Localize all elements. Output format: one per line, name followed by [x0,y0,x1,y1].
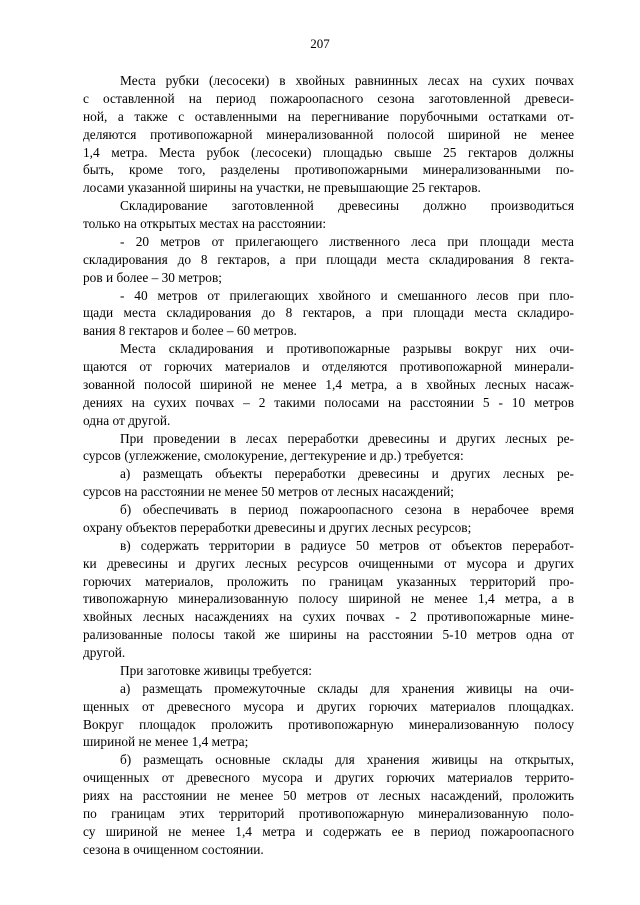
text-line: с оставленной на период пожароопасного сезона заготовленной древеси- [83,90,574,106]
text-line: только на открытых местах на расстоянии: [83,216,327,231]
text-line: в) содержать территории в радиусе 50 метров от объектов переработ- [120,537,574,553]
text-line: рализованные полосы такой же ширины на расстоянии 5-10 метров одна от [83,627,574,643]
text-line: охрану объектов переработки древесины и других лесных ресурсов; [83,519,472,535]
text-line: Складирование заготовленной древесины должно производиться [120,198,574,214]
text-line: При проведении в лесах переработки древесины и других лесных ре- [120,430,574,446]
text-line: дениях на сухих почвах – 2 такими полосами на расстоянии 5 - 10 метров [83,394,574,410]
text-line: б) обеспечивать в период пожароопасного сезона в нерабочее время [120,502,574,517]
text-line: горючих материалов, проложить по границам указанных территорий про- [83,573,574,589]
text-line: 1,4 метра. Места рубок (лесосеки) площадью свыше 25 гектаров должны [83,144,574,160]
text-line: риях на расстоянии не менее 50 метров от лесных насаждений, проложить [83,788,574,803]
text-line: Места складирования и противопожарные разрывы вокруг них очи- [120,341,574,357]
text-line: очищенных от древесного мусора и других горючих материалов террито- [83,770,574,786]
text-line: деляются противопожарной минерализованной полосой шириной не менее [83,126,574,142]
text-line: лосами указанной ширины на участки, не превышающие 25 гектаров. [83,180,481,196]
text-line: ки древесины и других лесных ресурсов очищенными от мусора и других [83,555,574,571]
text-line: - 20 метров от прилегающего лиственного леса при площади места [120,233,574,249]
text-line: - 40 метров от прилегающих хвойного и смешанного лесов при пло- [120,287,574,303]
text-line: по границам этих территорий противопожарную минерализованную поло- [83,805,574,821]
body-text [83,72,574,859]
text-line: ной, а также с оставленными на перегнивание порубочными остатками от- [83,108,574,124]
text-line: тивопожарную минерализованную полосу шириной не менее 1,4 метра, а в [83,591,574,607]
text-line: При заготовке живицы требуется: [120,662,312,678]
text-line: ров и более – 30 метров; [83,269,222,285]
text-line: быть, кроме того, разделены противопожарными минерализованными по- [83,162,574,178]
text-line: а) размещать объекты переработки древесины и других лесных ре- [120,466,574,482]
page-number: 207 [310,36,330,51]
text-line: одна от другой. [83,412,171,428]
text-line: сурсов (углежжение, смолокурение, дегтекурение и др.) требуется: [83,448,464,464]
text-line: Места рубки (лесосеки) в хвойных равнинных лесах на сухих почвах [120,73,574,88]
text-line: вания 8 гектаров и более – 60 метров. [83,323,297,339]
text-line: складирования до 8 гектаров, а при площади места складирования 8 гекта- [83,251,574,267]
text-line: другой. [83,645,126,660]
text-line: щади места складирования до 8 гектаров, а при площади места складиро- [83,305,574,321]
text-line: а) размещать промежуточные склады для хранения живицы на очи- [120,680,574,696]
text-line: хвойных лесных насаждениях на сухих почвах - 2 противопожарные мине- [83,609,574,625]
text-line: сезона в очищенном состоянии. [83,841,264,857]
text-line: су шириной не менее 1,4 метра и содержать ее в период пожароопасного [83,823,574,839]
text-line: щаются от горючих материалов и отделяются противопожарной минерали- [83,359,574,374]
text-line: шириной не менее 1,4 метра; [83,734,249,750]
text-line: сурсов на расстоянии не менее 50 метров от лесных насаждений; [83,484,454,500]
text-line: щенных от древесного мусора и других горючих материалов площадках. [83,698,574,714]
text-line: Вокруг площадок проложить противопожарную минерализованную полосу [83,716,574,732]
text-line: зованной полосой шириной не менее 1,4 метра, а в хвойных лесных насаж- [83,376,574,392]
text-line: б) размещать основные склады для хранения живицы на открытых, [120,752,574,768]
